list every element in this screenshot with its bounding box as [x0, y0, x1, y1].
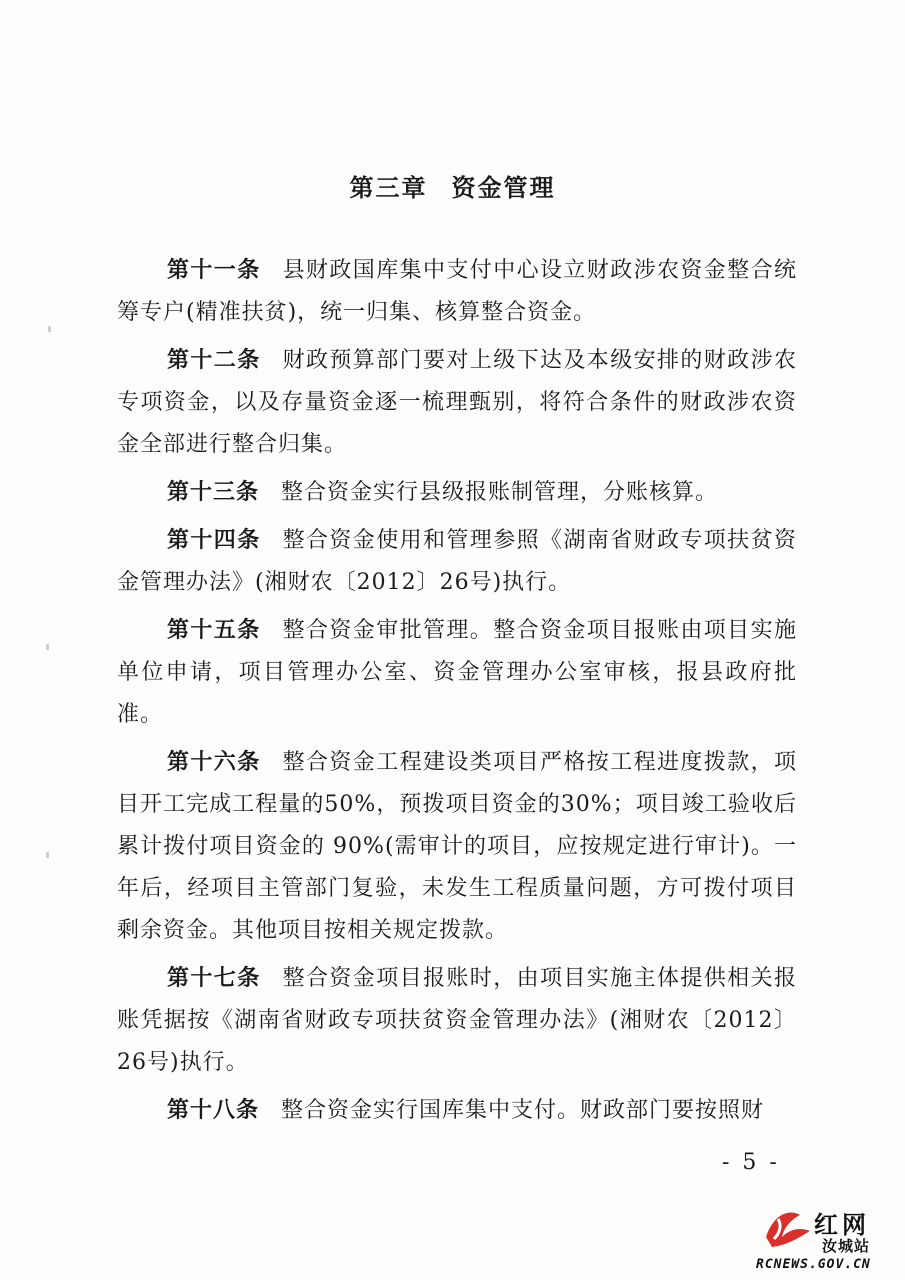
article-text: 整合资金实行国库集中支付。财政部门要按照财 — [281, 1098, 765, 1123]
article-text: 整合资金项目报账时，由项目实施主体提供相关报账凭据按《湖南省财政专项扶贫资金管理办法》(湘财农〔2012〕26号)执行。 — [117, 966, 797, 1075]
article-label: 第十四条 — [167, 528, 261, 553]
article-label: 第十五条 — [167, 618, 261, 643]
article-13 — [117, 472, 797, 514]
article-label: 第十二条 — [167, 348, 261, 373]
scan-speck — [46, 644, 49, 650]
article-18 — [117, 1090, 797, 1132]
article-text: 县财政国库集中支付中心设立财政涉农资金整合统筹专户(精准扶贫)，统一归集、核算整合资金。 — [117, 258, 797, 325]
site-watermark — [756, 1205, 896, 1275]
article-label: 第十七条 — [167, 966, 261, 991]
article-text: 整合资金审批管理。整合资金项目报账由项目实施单位申请，项目管理办公室、资金管理办公室审核，报县政府批准。 — [117, 618, 797, 727]
document-body — [117, 250, 797, 1138]
watermark-domain: RCNEWS.GOV.CN — [756, 1257, 871, 1272]
article-11 — [117, 250, 797, 334]
article-17 — [117, 958, 797, 1084]
article-text: 整合资金使用和管理参照《湖南省财政专项扶贫资金管理办法》(湘财农〔2012〕26号)执行。 — [117, 528, 797, 595]
article-12 — [117, 340, 797, 466]
article-15 — [117, 610, 797, 736]
watermark-station: 汝城站 — [822, 1237, 871, 1255]
chapter-title — [0, 168, 905, 203]
article-label: 第十三条 — [167, 480, 260, 505]
brush-logo-icon — [760, 1207, 814, 1249]
chapter-number: 第三章 — [349, 174, 428, 202]
article-text: 财政预算部门要对上级下达及本级安排的财政涉农专项资金，以及存量资金逐一梳理甄别，将符合条件的财政涉农资金全部进行整合归集。 — [117, 348, 797, 457]
article-text: 整合资金工程建设类项目严格按工程进度拨款，项目开工完成工程量的50%，预拨项目资金的30%；项目竣工验收后累计拨付项目资金的 90%(需审计的项目，应按规定进行审计)。一年后，经项目主管部门复验，未发生工程质量问题，方可拨付项目剩余资金。其他项目按相关规定拨款。 — [117, 750, 797, 943]
article-label: 第十一条 — [167, 258, 261, 283]
article-text: 整合资金实行县级报账制管理，分账核算。 — [281, 480, 719, 505]
article-16 — [117, 742, 797, 952]
watermark-brand: 红网 — [814, 1211, 870, 1239]
scan-speck — [48, 326, 51, 332]
scan-speck — [46, 852, 49, 858]
article-label: 第十八条 — [167, 1098, 260, 1123]
article-label: 第十六条 — [167, 750, 261, 775]
article-14 — [117, 520, 797, 604]
page-number: - 5 - — [722, 1150, 780, 1175]
chapter-name: 资金管理 — [451, 174, 556, 202]
